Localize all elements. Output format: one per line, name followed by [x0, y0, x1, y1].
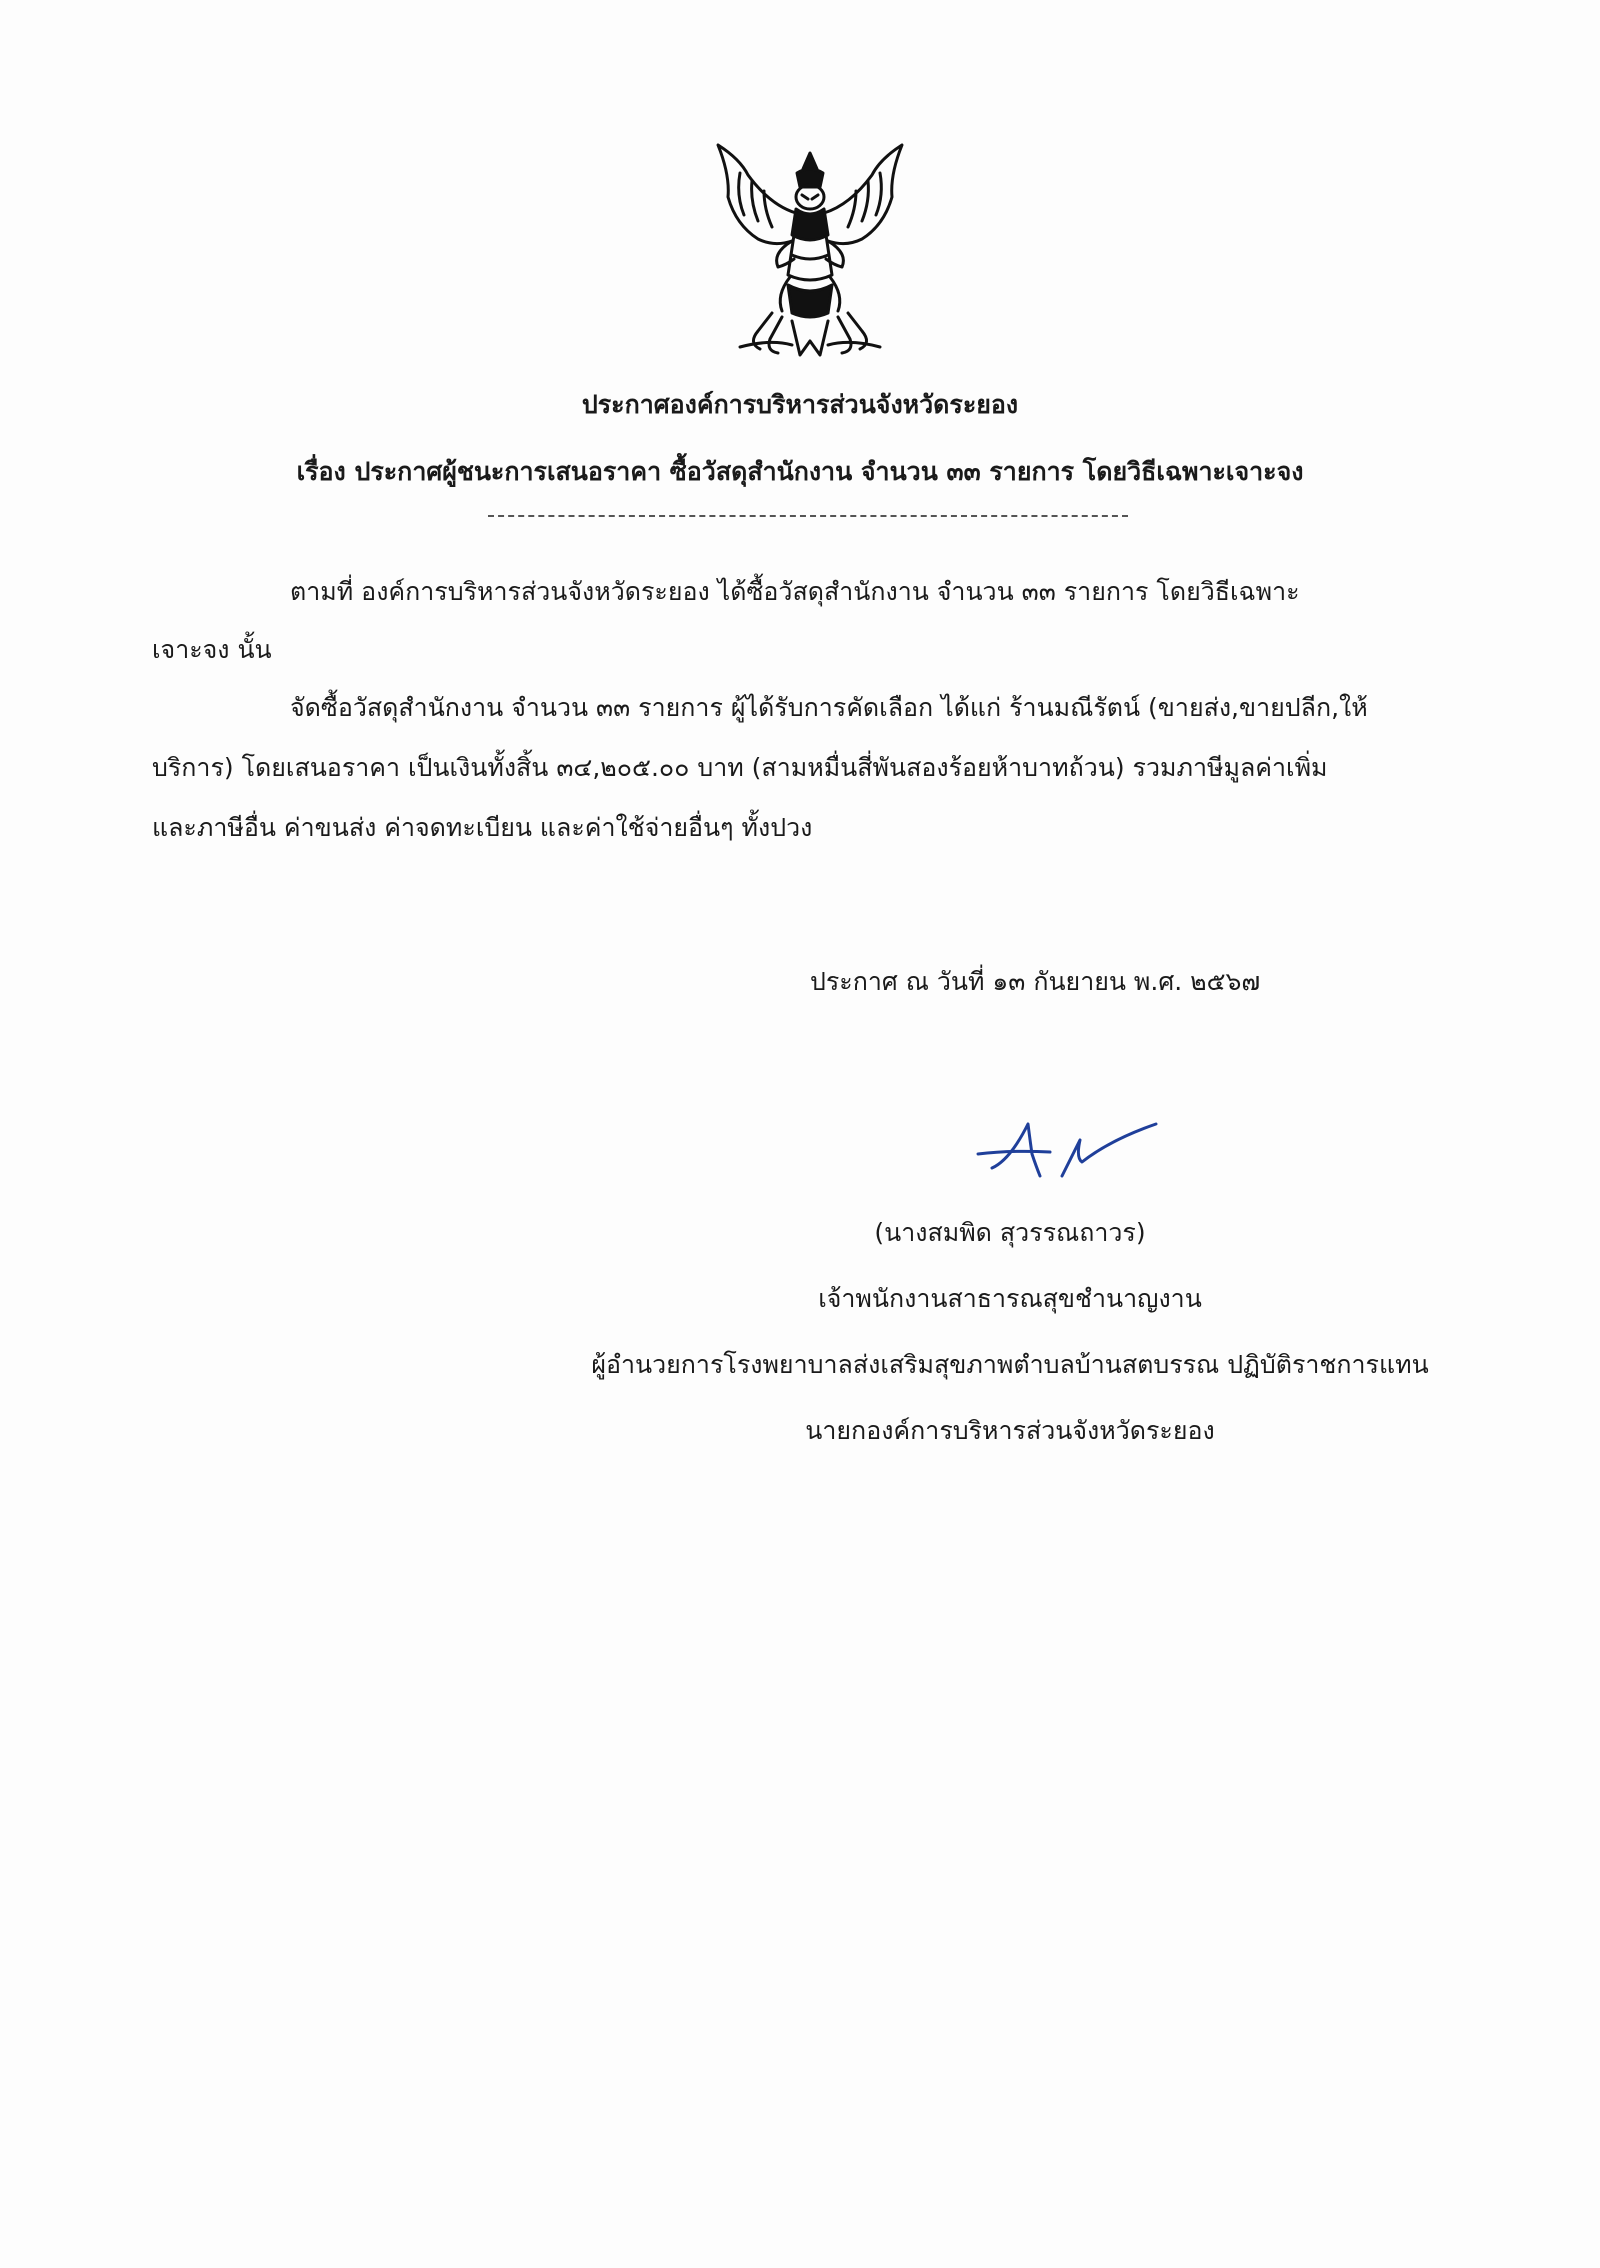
date-line: ประกาศ ณ วันที่ ๑๓ กันยายน พ.ศ. ๒๕๖๗	[810, 967, 1261, 996]
paragraph-1-line-2: เจาะจง นั้น	[152, 635, 272, 664]
signatory-role: ผู้อำนวยการโรงพยาบาลส่งเสริมสุขภาพตำบลบ้านสตบรรณ ปฏิบัติราชการแทน	[591, 1350, 1429, 1379]
signatory-authority: นายกองค์การบริหารส่วนจังหวัดระยอง	[805, 1416, 1215, 1445]
separator-rule	[488, 515, 1128, 517]
signatory-position: เจ้าพนักงานสาธารณสุขชำนาญงาน	[818, 1284, 1202, 1313]
paragraph-2-line-2: บริการ) โดยเสนอราคา เป็นเงินทั้งสิ้น ๓๔,๒๐๕.๐๐ บาท (สามหมื่นสี่พันสองร้อยห้าบาทถ้วน) รวมภาษีมูลค่าเพิ่ม	[152, 753, 1328, 782]
signatory-name: (นางสมพิด สุวรรณถาวร)	[874, 1218, 1146, 1247]
signature-block	[560, 1200, 1460, 1464]
announcement-title: ประกาศองค์การบริหารส่วนจังหวัดระยอง	[581, 390, 1019, 419]
handwritten-signature	[970, 1110, 1170, 1190]
garuda-emblem-icon	[700, 135, 920, 365]
paragraph-2-line-3: และภาษีอื่น ค่าขนส่ง ค่าจดทะเบียน และค่าใช้จ่ายอื่นๆ ทั้งปวง	[152, 813, 813, 842]
announcement-subject: เรื่อง ประกาศผู้ชนะการเสนอราคา ซื้อวัสดุสำนักงาน จำนวน ๓๓ รายการ โดยวิธีเฉพาะเจาะจง	[296, 457, 1304, 486]
paragraph-2-line-1: จัดซื้อวัสดุสำนักงาน จำนวน ๓๓ รายการ ผู้ได้รับการคัดเลือก ได้แก่ ร้านมณีรัตน์ (ขายส่ง,ขายปลีก,ให้	[290, 693, 1368, 722]
paragraph-1-line-1: ตามที่ องค์การบริหารส่วนจังหวัดระยอง ได้ซื้อวัสดุสำนักงาน จำนวน ๓๓ รายการ โดยวิธีเฉพาะ	[290, 577, 1300, 606]
